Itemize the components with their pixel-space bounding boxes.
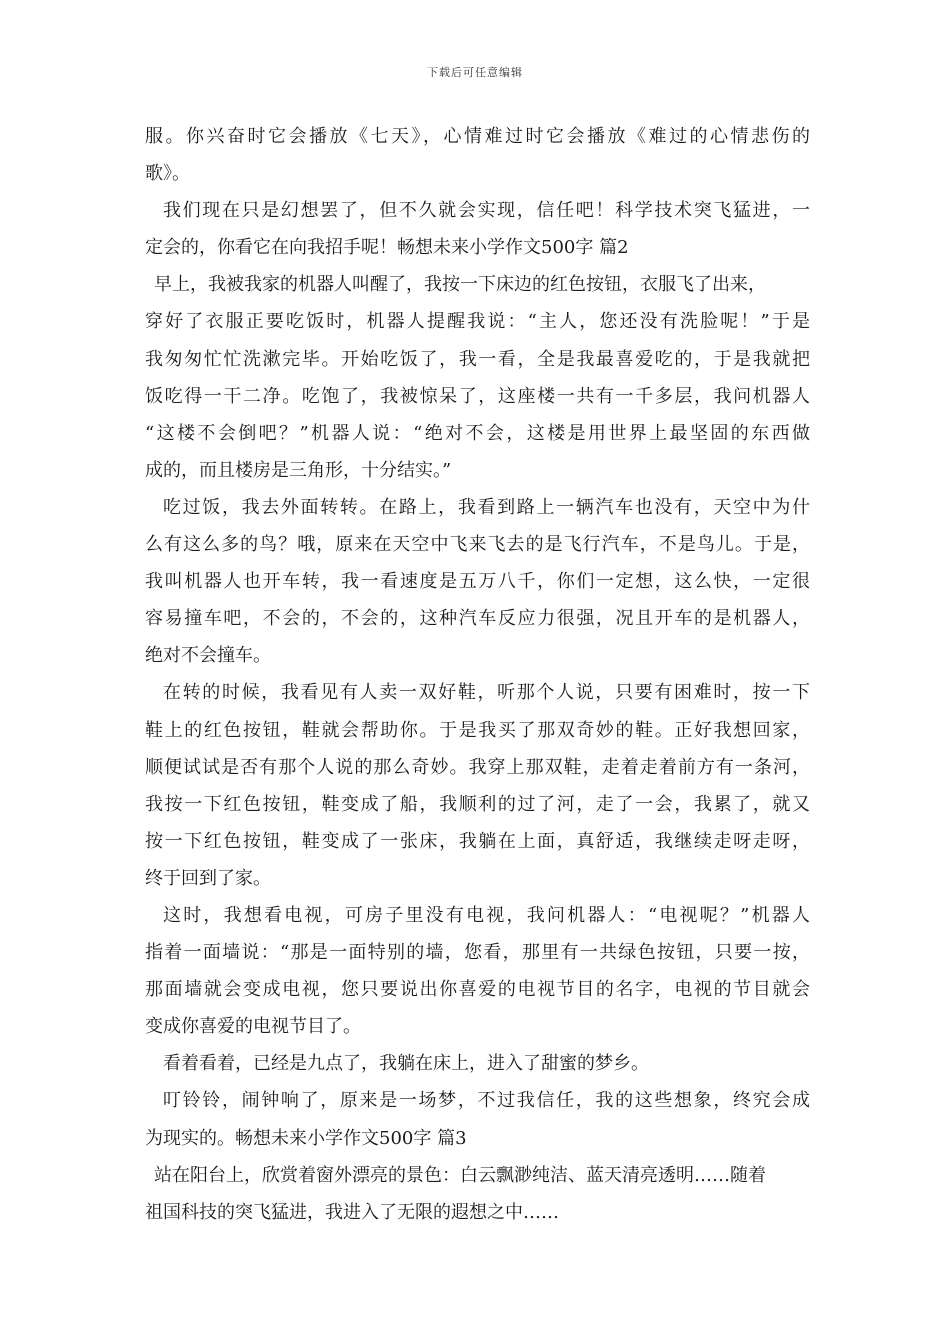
text-line: 我按一下红色按钮，鞋变成了船，我顺利的过了河，走了一会，我累了，就又: [145, 793, 810, 815]
text-line: 变成你喜爱的电视节目了。: [145, 1016, 361, 1038]
text-line: 看着看着，已经是九点了，我躺在床上，进入了甜蜜的梦乡。: [163, 1053, 649, 1075]
text-line: 终于回到了家。: [145, 867, 271, 889]
text-line: 这时，我想看电视，可房子里没有电视，我问机器人：“电视呢？”机器人: [163, 904, 810, 926]
text-line: 么有这么多的鸟？哦，原来在天空中飞来飞去的是飞行汽车，不是鸟儿。于是，: [145, 534, 810, 556]
document-body: [145, 118, 810, 1231]
text-line: 我匆匆忙忙洗漱完毕。开始吃饭了，我一看，全是我最喜爱吃的，于是我就把: [145, 348, 810, 370]
text-line: 饭吃得一干二净。吃饱了，我被惊呆了，这座楼一共有一千多层，我问机器人: [145, 385, 810, 407]
text-line: “这楼不会倒吧？”机器人说：“绝对不会，这楼是用世界上最坚固的东西做: [145, 422, 810, 444]
text-line: 吃过饭，我去外面转转。在路上，我看到路上一辆汽车也没有，天空中为什: [163, 496, 810, 518]
text-line: 站在阳台上，欣赏着窗外漂亮的景色：白云飘渺纯洁、蓝天清亮透明……随着: [154, 1164, 766, 1186]
page-header: 下载后可任意编辑: [427, 66, 523, 79]
text-line: 歌》。: [145, 163, 190, 185]
text-line: 我叫机器人也开车转，我一看速度是五万八千，你们一定想，这么快，一定很: [145, 571, 810, 593]
text-line: 鞋上的红色按钮，鞋就会帮助你。于是我买了那双奇妙的鞋。正好我想回家，: [145, 719, 810, 741]
text-line: 早上，我被我家的机器人叫醒了，我按一下床边的红色按钮，衣服飞了出来，: [154, 274, 766, 296]
text-line: 我们现在只是幻想罢了，但不久就会实现，信任吧！科学技术突飞猛进，一: [163, 200, 810, 222]
text-line: 定会的，你看它在向我招手呢！畅想未来小学作文500字 篇2: [145, 237, 629, 259]
text-line: 那面墙就会变成电视，您只要说出你喜爱的电视节目的名字，电视的节目就会: [145, 979, 810, 1001]
text-line: 成的，而且楼房是三角形，十分结实。”: [145, 459, 452, 481]
text-line: 绝对不会撞车。: [145, 645, 271, 667]
text-line: 顺便试试是否有那个人说的那么奇妙。我穿上那双鞋，走着走着前方有一条河，: [145, 756, 810, 778]
text-line: 祖国科技的突飞猛进，我进入了无限的遐想之中……: [145, 1201, 559, 1223]
text-line: 为现实的。畅想未来小学作文500字 篇3: [145, 1127, 467, 1149]
text-line: 容易撞车吧，不会的，不会的，这种汽车反应力很强，况且开车的是机器人，: [145, 608, 810, 630]
text-line: 按一下红色按钮，鞋变成了一张床，我躺在上面，真舒适，我继续走呀走呀，: [145, 830, 810, 852]
text-line: 在转的时候，我看见有人卖一双好鞋，听那个人说，只要有困难时，按一下: [163, 682, 810, 704]
text-line: 指着一面墙说：“那是一面特别的墙，您看，那里有一共绿色按钮，只要一按，: [145, 942, 810, 964]
text-line: 叮铃铃，闹钟响了，原来是一场梦，不过我信任，我的这些想象，终究会成: [163, 1090, 810, 1112]
text-line: 穿好了衣服正要吃饭时，机器人提醒我说：“主人，您还没有洗脸呢！”于是: [145, 311, 810, 333]
text-line: 服。你兴奋时它会播放《七天》，心情难过时它会播放《难过的心情悲伤的: [145, 126, 810, 147]
